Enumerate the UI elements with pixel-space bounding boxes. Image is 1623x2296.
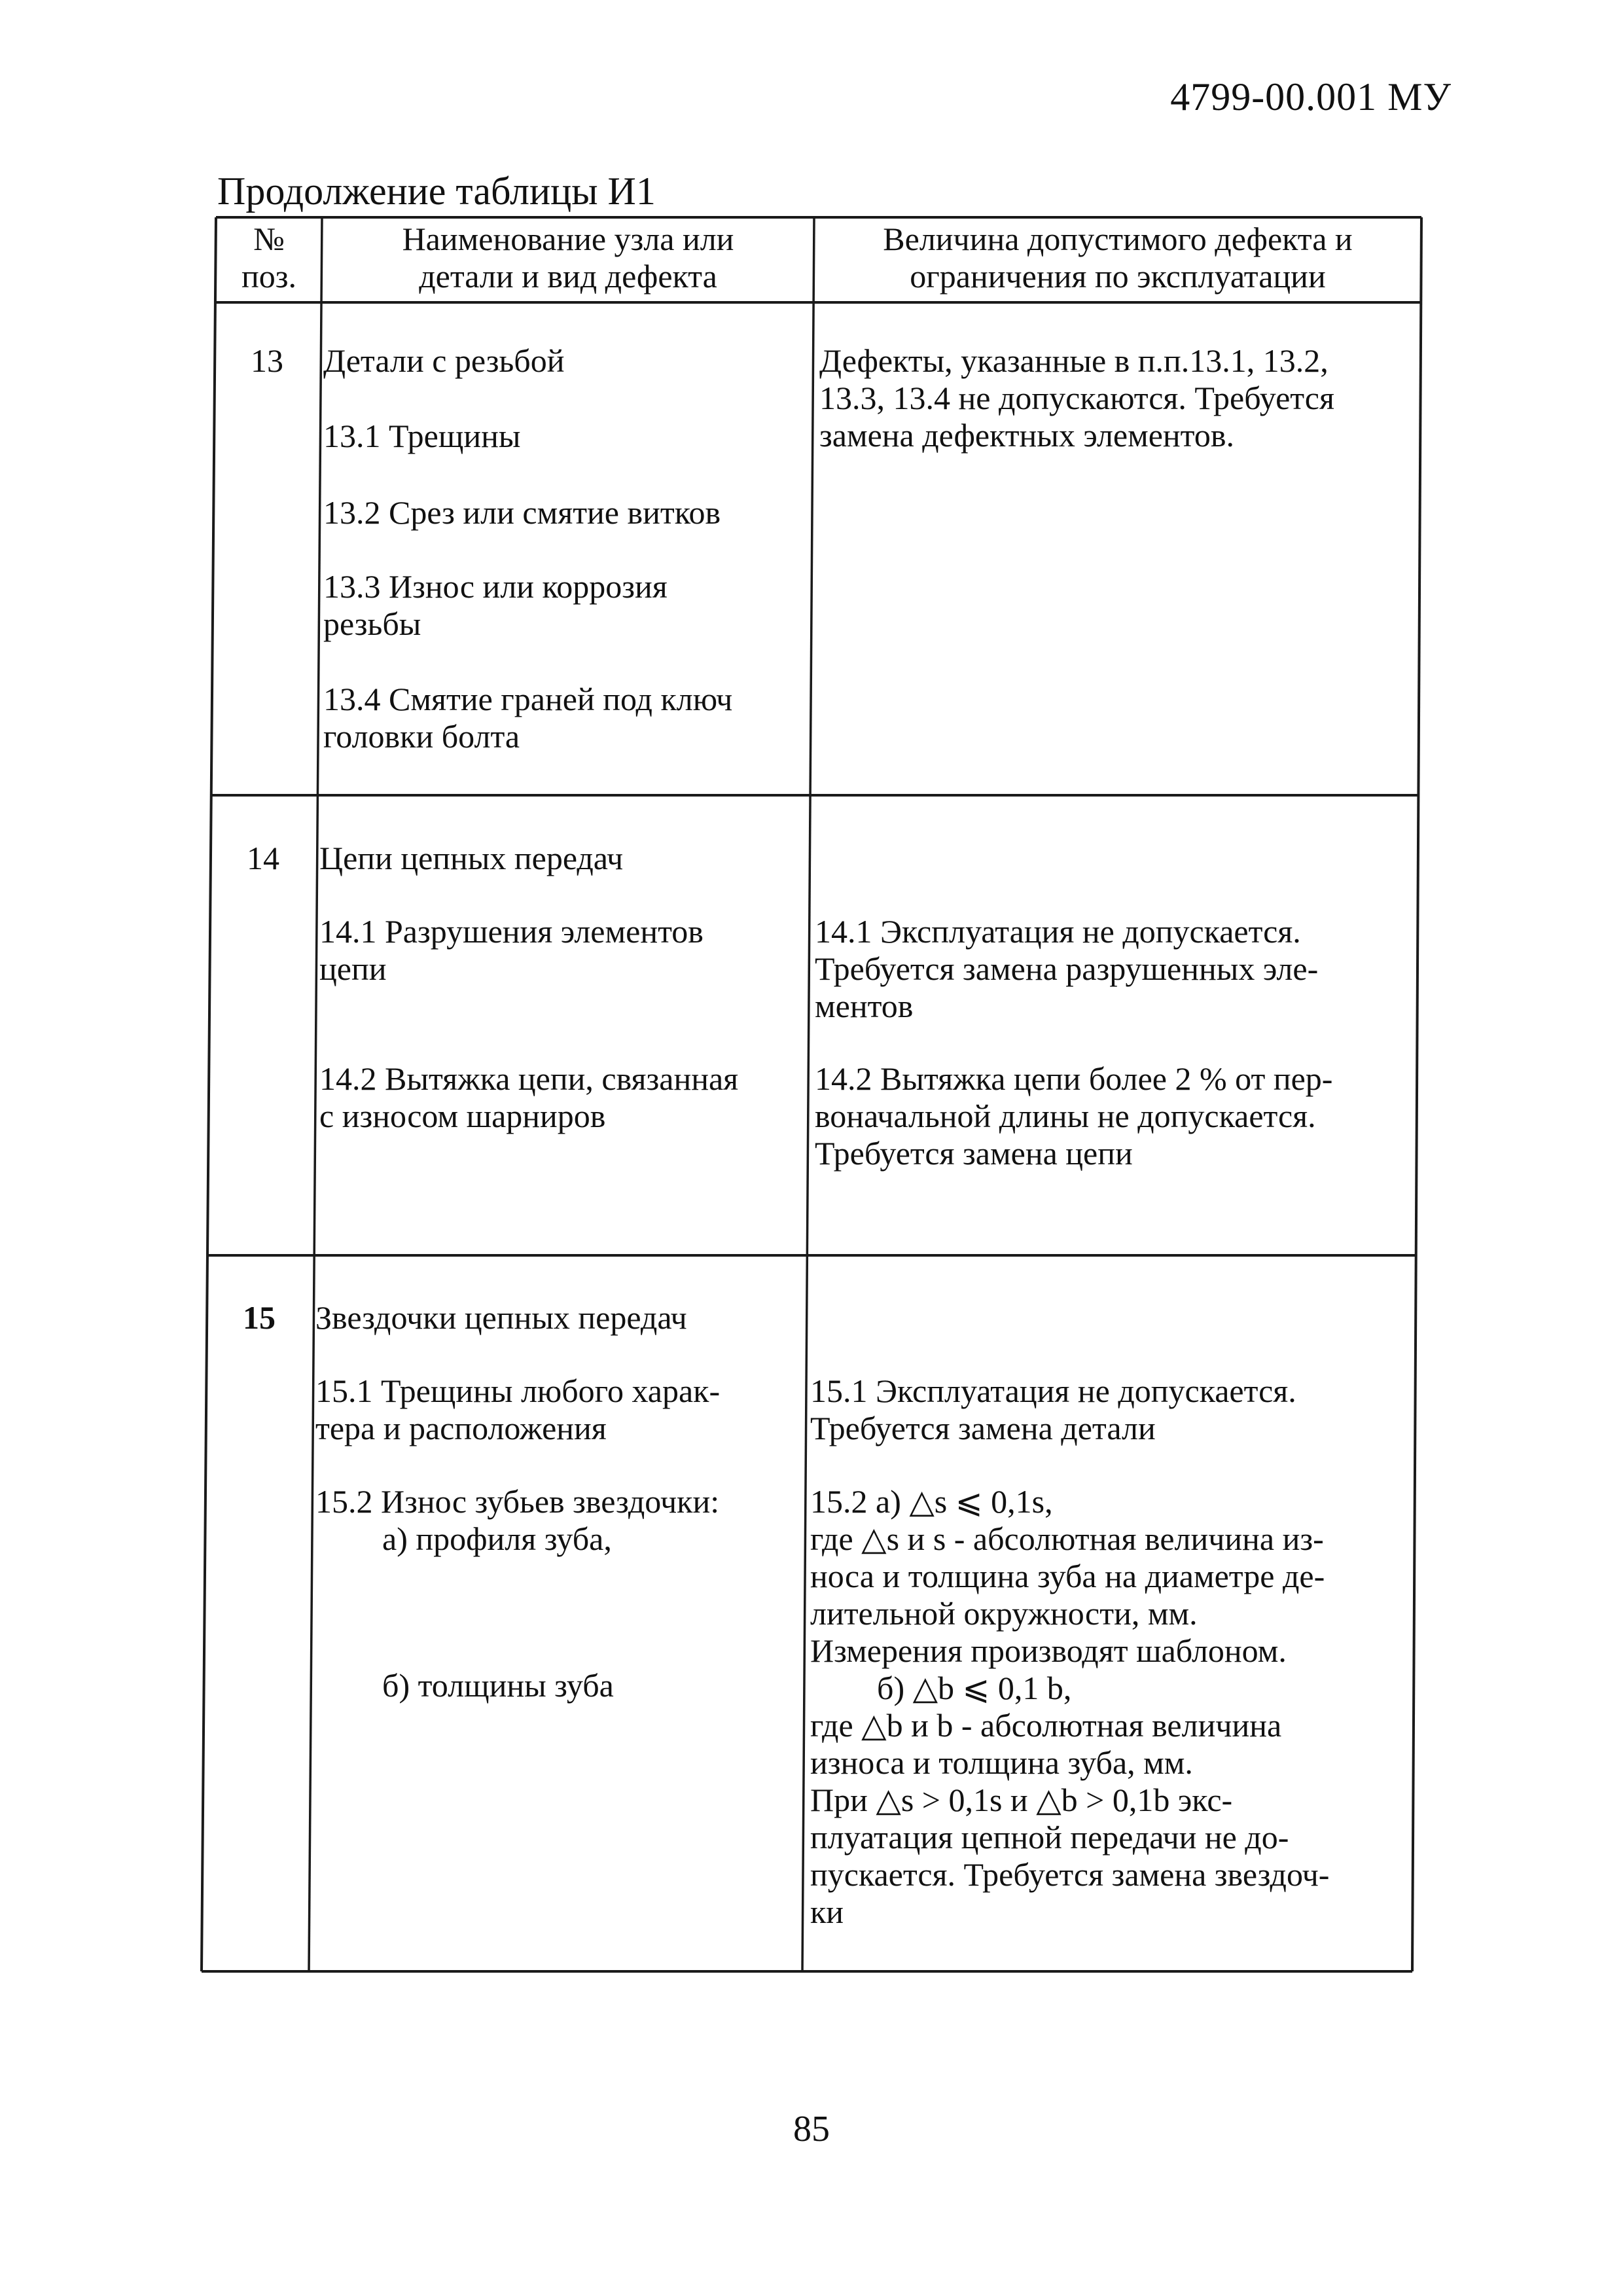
row-13-limits (819, 342, 1334, 454)
row-13-limits-line: Дефекты, указанные в п.п.13.1, 13.2, (819, 342, 1329, 379)
row-14-limits-2-line: 14.2 Вытяжка цепи более 2 % от пер- (815, 1060, 1333, 1097)
row-13-defect-2: 13.2 Срез или смятие витков (323, 494, 721, 531)
header-number-line: № (253, 221, 285, 257)
row-13-defect-1: 13.1 Трещины (323, 418, 521, 454)
row-15-limits-1-line: Требуется замена детали (810, 1410, 1156, 1446)
row-15-limits-1 (810, 1372, 1296, 1447)
table-right-line (1412, 217, 1421, 1971)
row-13-limits-line: замена дефектных элементов. (819, 417, 1234, 454)
row-15-limits-2-line: носа и толщина зуба на диаметре де- (810, 1558, 1325, 1594)
row-13-name: Детали с резьбой (323, 342, 565, 379)
row-13-number: 13 (251, 342, 283, 379)
row-14-defect-1-line: цепи (319, 950, 387, 987)
row-15-defect-2 (315, 1483, 719, 1558)
row-15-limits-2-line: 15.2 а) △s ⩽ 0,1s, (810, 1483, 1053, 1520)
row-14-limits-2-line: воначальной длины не допускается. (815, 1098, 1316, 1134)
page-number: 85 (793, 2109, 830, 2149)
header-name-line: детали и вид дефекта (419, 258, 717, 295)
row-15-defect-3: б) толщины зуба (382, 1667, 614, 1704)
row-14-limits-1 (815, 913, 1318, 1025)
row-14-defect-2-line: 14.2 Вытяжка цепи, связанная (319, 1060, 739, 1097)
row-15-limits-2-line: износа и толщина зуба, мм. (810, 1744, 1193, 1781)
header-limits-line: Величина допустимого дефекта и (883, 221, 1353, 257)
header-number-line: поз. (241, 258, 296, 295)
row-13-defect-3-line: 13.3 Износ или коррозия (323, 568, 668, 605)
row-14-defect-1 (319, 913, 704, 988)
row-14-defect-2 (319, 1060, 738, 1135)
row-15-number: 15 (243, 1299, 276, 1336)
row-15-limits-2-line: ки (810, 1893, 844, 1930)
table-caption: Продолжение таблицы И1 (217, 170, 656, 213)
header-number-cell (216, 221, 322, 295)
row-15-limits-2-line: При △s > 0,1s и △b > 0,1b экс- (810, 1782, 1233, 1818)
row-14-limits-1-line: 14.1 Эксплуатация не допускается. (815, 913, 1301, 950)
row-14-defect-2-line: с износом шарниров (319, 1098, 606, 1134)
header-limits-cell (814, 221, 1421, 295)
row-13-defect-4-line: головки болта (323, 718, 520, 755)
row-15-limits-2-line: где △s и s - абсолютная величина из- (810, 1520, 1324, 1557)
row-15-limits-2-line: Измерения производят шаблоном. (810, 1632, 1287, 1669)
row-13-limits-line: 13.3, 13.4 не допускаются. Требуется (819, 380, 1334, 416)
row-15-limits-2-line: лительной окружности, мм. (810, 1595, 1198, 1632)
row-14-name: Цепи цепных передач (319, 840, 624, 876)
header-name-cell (322, 221, 814, 295)
row-15-limits-2-line: б) △b ⩽ 0,1 b, (877, 1670, 1072, 1706)
row-13-defect-4-line: 13.4 Смятие граней под ключ (323, 681, 733, 717)
row-13-defect-3 (323, 568, 668, 643)
row-14-limits-2-line: Требуется замена цепи (815, 1135, 1133, 1172)
header-name-line: Наименование узла или (402, 221, 734, 257)
row-14-number: 14 (247, 840, 279, 876)
row-13-defect-4 (323, 681, 732, 755)
row-15-defect-2-line: а) профиля зуба, (382, 1520, 612, 1557)
header-limits-line: ограничения по эксплуатации (910, 258, 1326, 295)
table-left-line (202, 217, 216, 1971)
row-14-limits-1-line: Требуется замена разрушенных эле- (815, 950, 1319, 987)
row-15-defect-1 (315, 1372, 720, 1447)
row-15-defect-2-line: 15.2 Износ зубьев звездочки: (315, 1483, 720, 1520)
row-15-limits-2-line: плуатация цепной передачи не до- (810, 1819, 1289, 1856)
row-15-name: Звездочки цепных передач (315, 1299, 687, 1336)
row-15-limits-2 (810, 1483, 1329, 1931)
row-14-defect-1-line: 14.1 Разрушения элементов (319, 913, 704, 950)
row-14-limits-2 (815, 1060, 1332, 1172)
row-15-limits-2-line: где △b и b - абсолютная величина (810, 1707, 1282, 1744)
row-14-limits-1-line: ментов (815, 988, 914, 1024)
row-15-defect-1-line: 15.1 Трещины любого харак- (315, 1372, 721, 1409)
row-15-limits-2-line: пускается. Требуется замена звездоч- (810, 1856, 1330, 1893)
row-15-limits-1-line: 15.1 Эксплуатация не допускается. (810, 1372, 1296, 1409)
document-code: 4799-00.001 МУ (1170, 75, 1452, 118)
row-15-defect-1-line: тера и расположения (315, 1410, 607, 1446)
row-13-defect-3-line: резьбы (323, 605, 421, 642)
